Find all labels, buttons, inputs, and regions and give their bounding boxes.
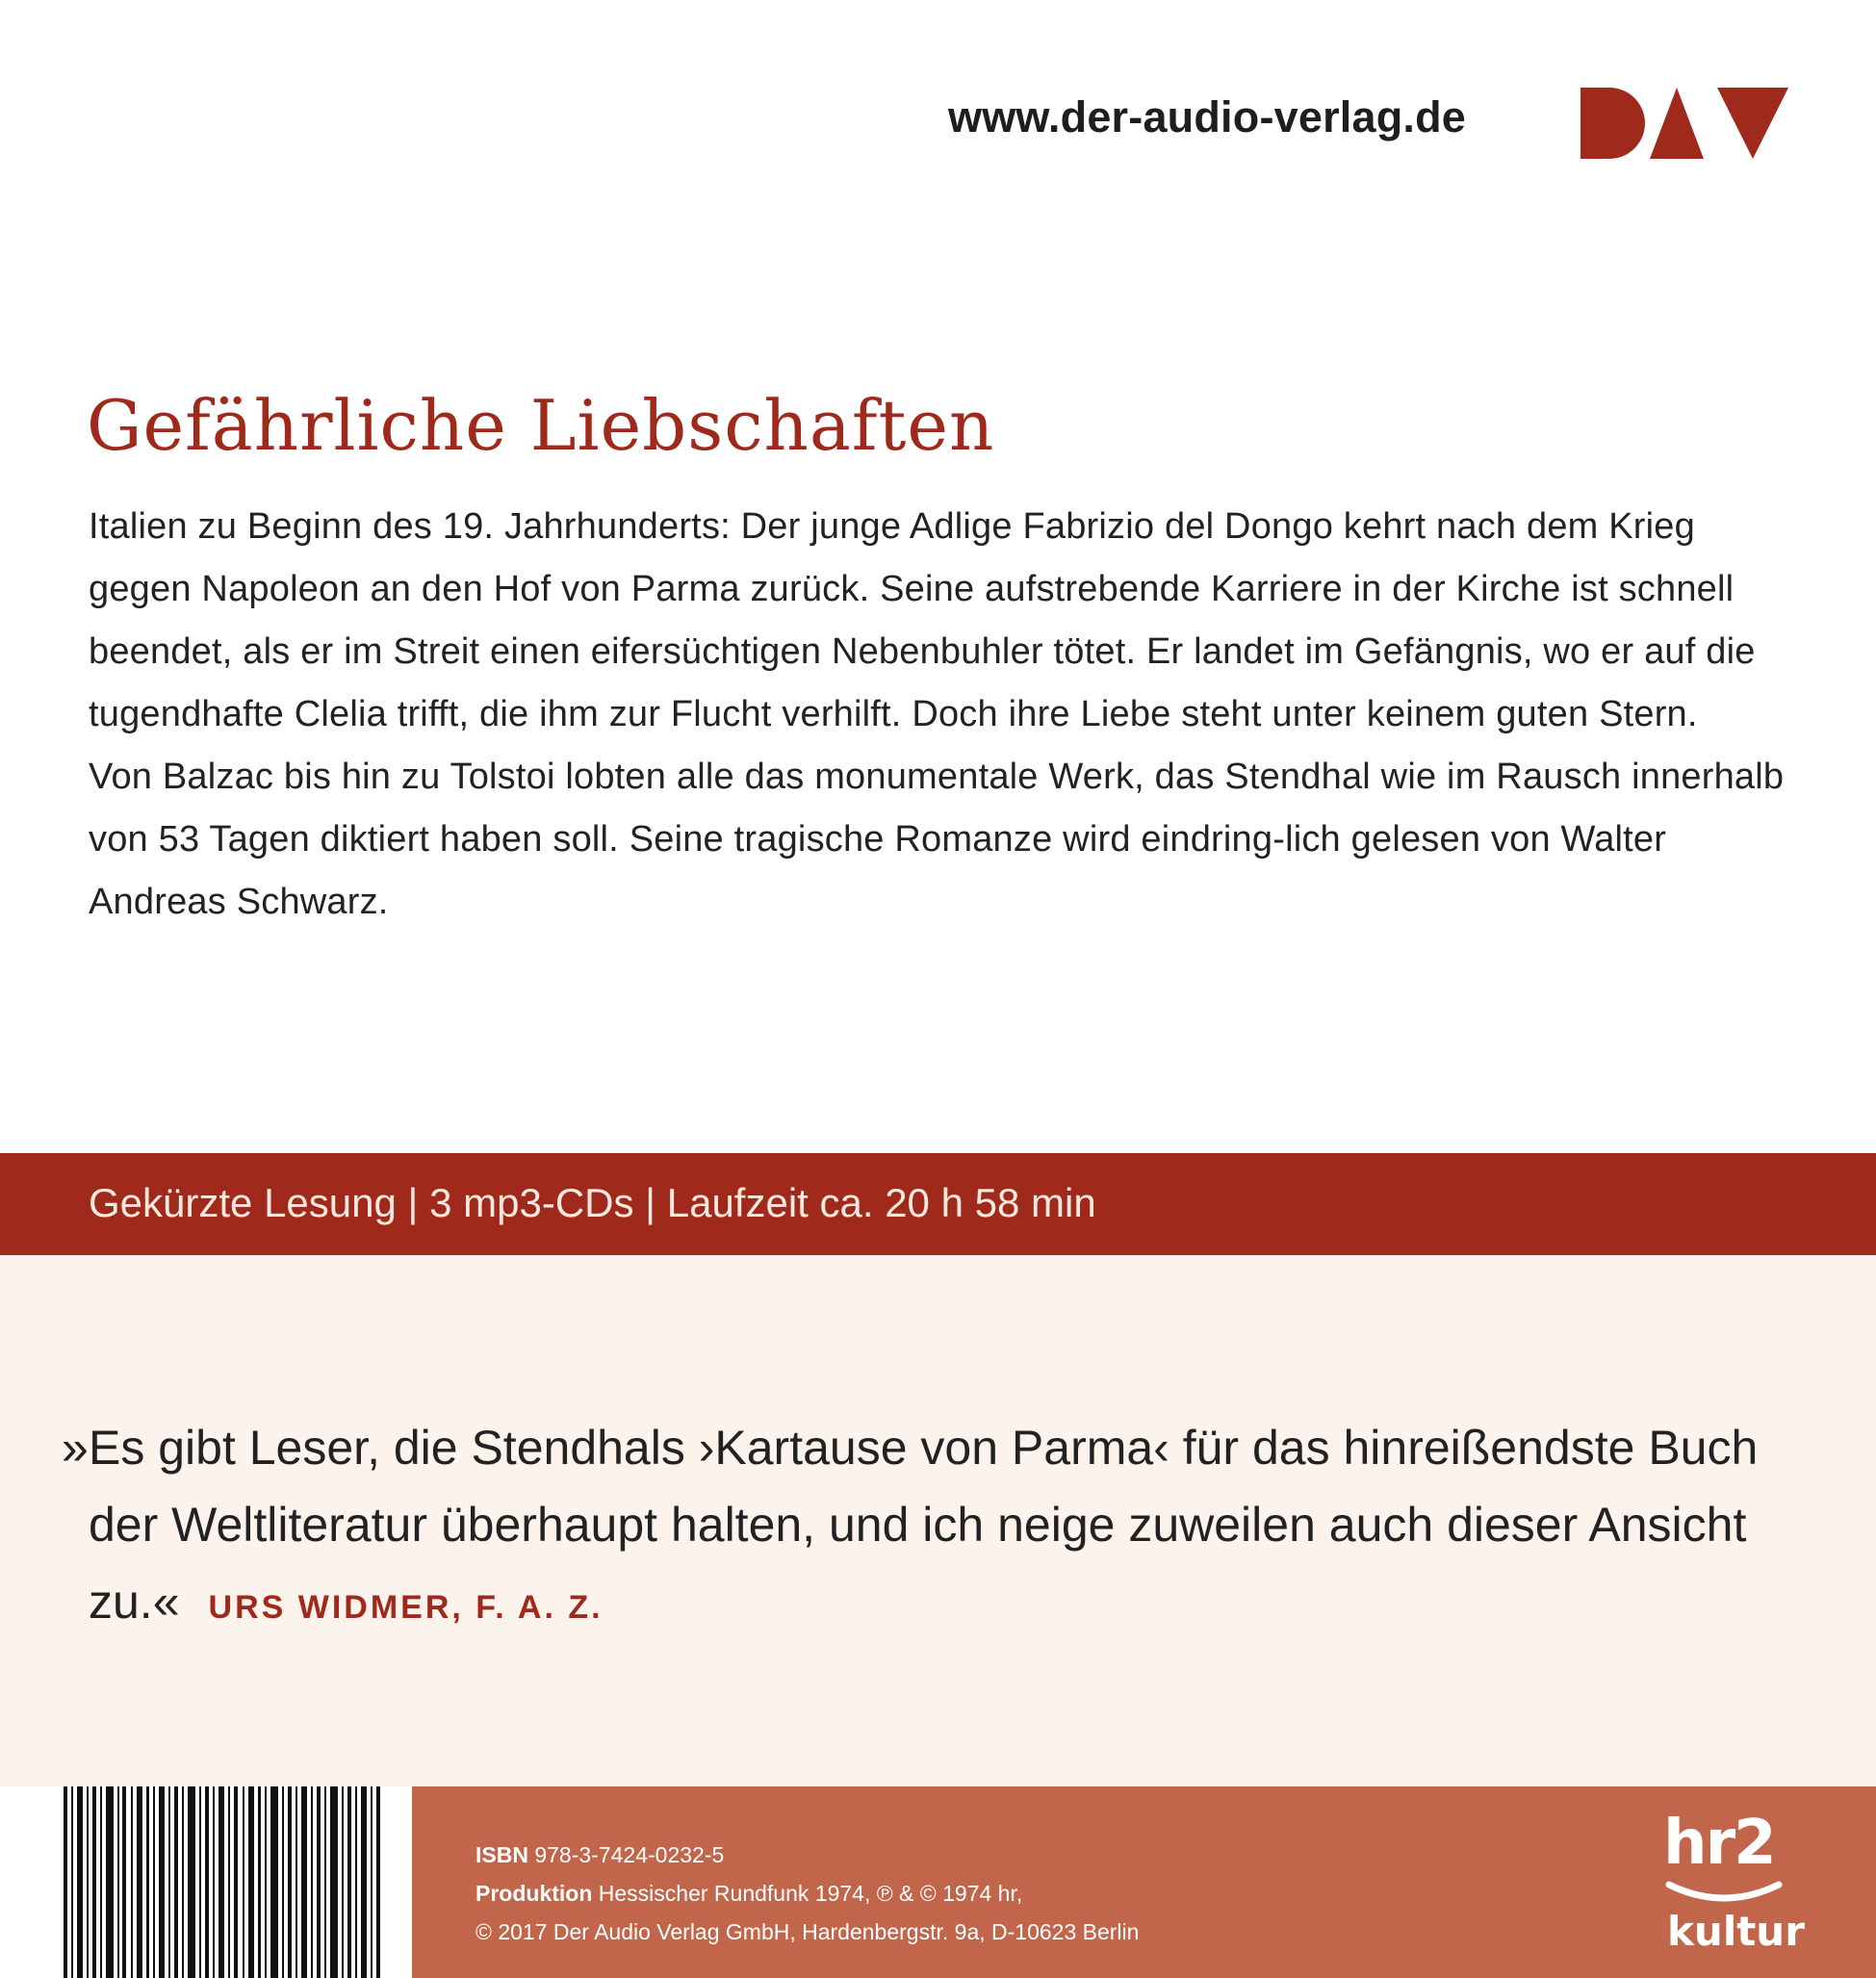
copyright-line: © 2017 Der Audio Verlag GmbH, Hardenbergstr. 9a, D-10623 Berlin [475,1919,1140,1944]
logo-arc-icon [1665,1879,1783,1908]
barcode-area [0,1786,412,1978]
quote-text: Es gibt Leser, die Stendhals ›Kartause von Parma‹ für das hinreißendste Buch der Weltliteratur überhaupt halten, und ich neige zuweilen auch dieser Ansicht zu.« [89,1421,1759,1629]
description-paragraph-2: Von Balzac bis hin zu Tolstoi lobten alle das monumentale Werk, das Stendhal wie im Rausch innerhalb von 53 Tagen diktiert haben soll. Seine tragische Romanze wird eindring-lich gelesen von Walter Andreas Schwarz. [89,757,1785,922]
production-value: Hessischer Rundfunk 1974, ℗ & © 1974 hr, [598,1881,1023,1906]
credits-panel [412,1786,1876,1978]
quote-author: URS WIDMER, F. A. Z. [208,1589,604,1626]
description-paragraph-1: Italien zu Beginn des 19. Jahrhunderts: Der junge Adlige Fabrizio del Dongo kehrt nach dem Krieg gegen Napoleon an den Hof von Parma zurück. Seine aufstrebende Karriere in der Kirche ist schnell beendet, als er im Streit einen eifersüchtigen Nebenbuhler tötet. Er landet im Gefängnis, wo er auf die tugendhafte Clelia trifft, die ihm zur Flucht verhilft. Doch ihre Liebe steht unter keinem guten Stern. [89,506,1756,734]
review-quote [62,1409,1783,1646]
book-title: Gefährliche Liebschaften [87,385,995,466]
hr2-logo-bottom: kultur [1667,1908,1805,1955]
dav-logo [1580,88,1788,159]
isbn-line [475,1836,1139,1874]
description [89,496,1792,934]
production-label: Produktion [475,1881,593,1906]
credits [475,1836,1139,1951]
info-bar-text: Gekürzte Lesung | 3 mp3-CDs | Laufzeit ca. 20 h 58 min [89,1180,1096,1225]
website-link[interactable]: www.der-audio-verlag.de [948,92,1467,141]
quote-open-mark: » [62,1421,89,1475]
hr2-logo-top: hr2 [1663,1808,1775,1879]
hr2-kultur-logo [1663,1808,1805,1965]
production-line [475,1874,1139,1913]
isbn-label: ISBN [475,1842,528,1867]
isbn-value: 978-3-7424-0232-5 [534,1842,725,1867]
quote-section [0,1255,1876,1786]
info-bar [0,1153,1876,1255]
barcode-icon [64,1786,381,1978]
